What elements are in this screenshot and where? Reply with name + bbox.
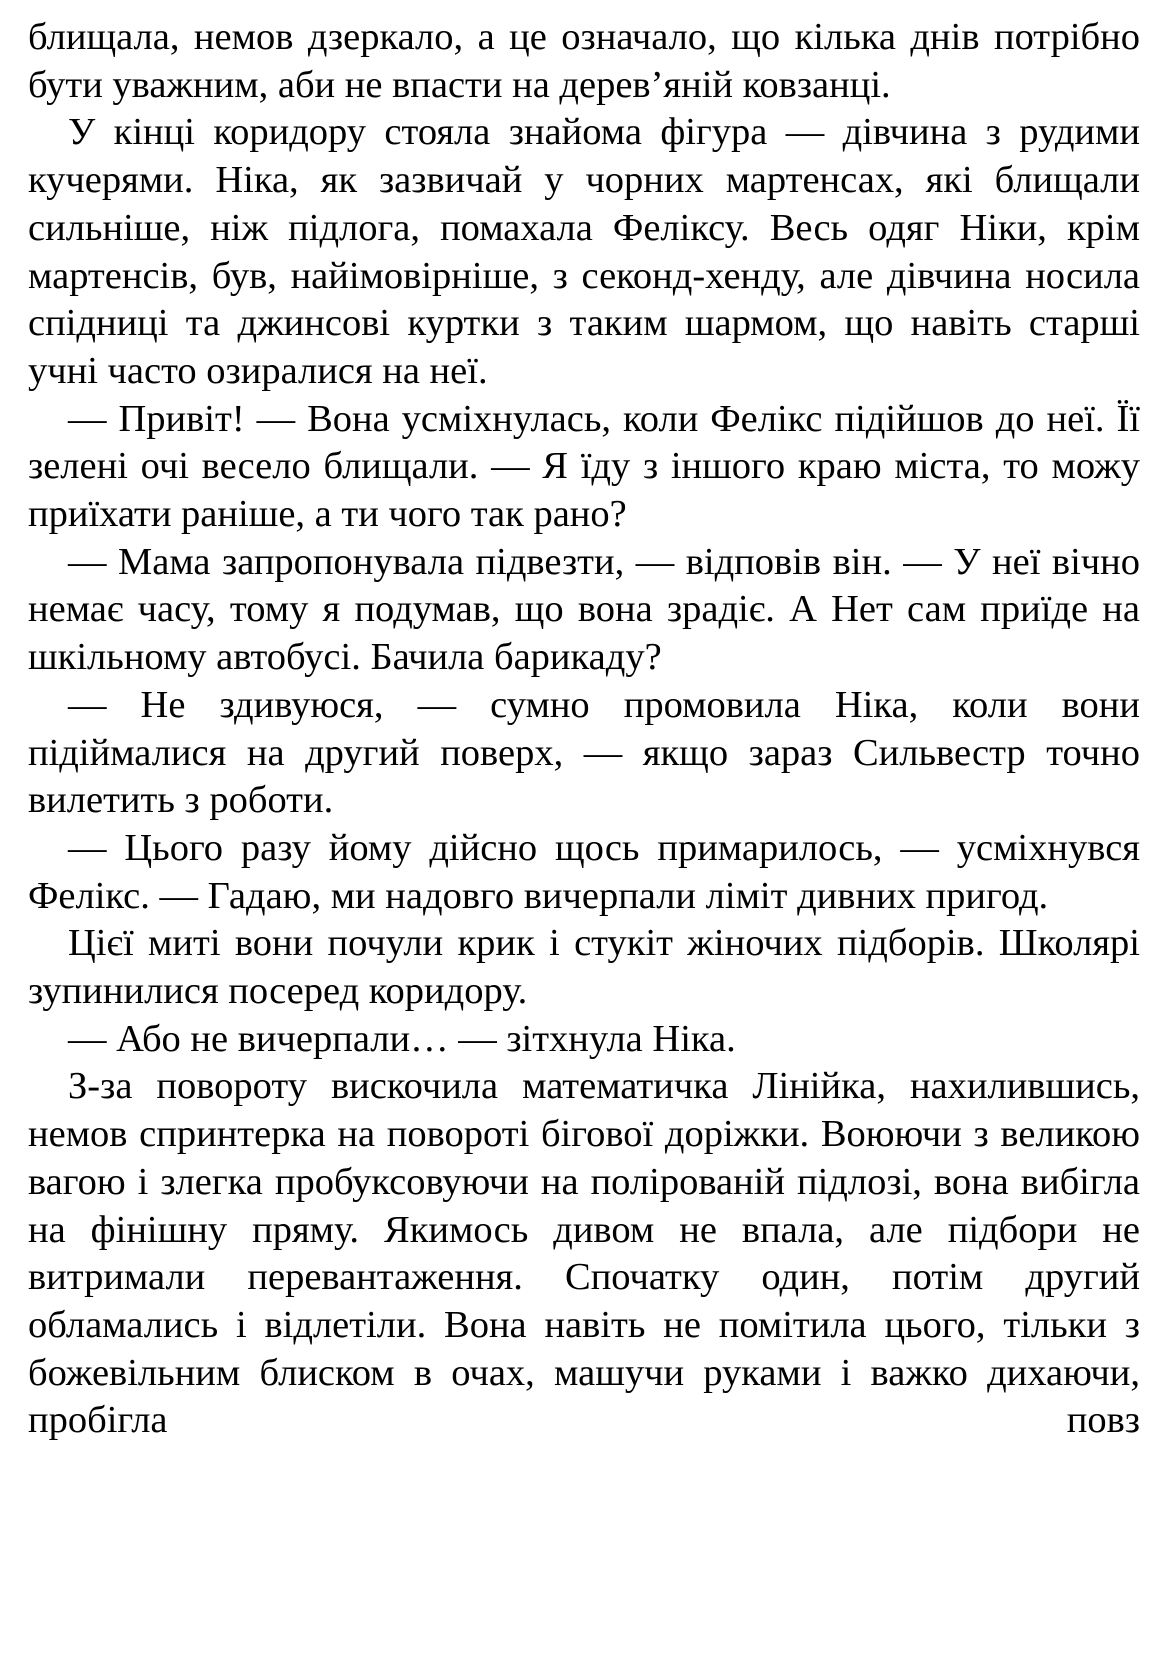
- paragraph-nika-sigh: — Або не вичерпали… — зітхнула Ніка.: [68, 1017, 736, 1060]
- paragraph-heels-sound: Цієї миті вони почули крик і стукіт жіночих підборів. Школярі зупинилися посеред коридору.: [28, 922, 1140, 1013]
- book-page: [28, 14, 1140, 1445]
- paragraph-felix-reply: — Мама запропонувала підвезти, — відповів він. — У неї вічно немає часу, тому я подумав, що вона зрадіє. А Нет сам приїде на шкільному автобусі. Бачила барикаду?: [28, 540, 1140, 679]
- paragraph-nika-greeting: — Привіт! — Вона усміхнулась, коли Фелікс підійшов до неї. Її зелені очі весело блищали. — Я їду з іншого краю міста, то можу приїхати раніше, а ти чого так рано?: [28, 397, 1140, 536]
- paragraph-teacher-running: З-за повороту вискочила математичка Лінійка, нахилившись, немов спринтерка на повороті бігової доріжки. Воюючи з великою вагою і злегка пробуксовуючи на полірованій підлозі, вона вибігла на фінішну пряму. Якимось дивом не впала, але підбори не витримали перевантаження. Спочатку один, потім другий обламались і відлетіли. Вона навіть не помітила цього, тільки з божевільним блиском в очах, машучи руками і важко дихаючи, пробігла повз: [28, 1065, 1140, 1442]
- paragraph-nika-remark: — Не здивуюся, — сумно промовила Ніка, коли вони підіймалися на другий поверх, — якщо зараз Сильвестр точно вилетить з роботи.: [28, 683, 1140, 822]
- paragraph-felix-smile: — Цього разу йому дійсно щось примарилось, — усміхнувся Фелікс. — Гадаю, ми надовго вичерпали ліміт дивних пригод.: [28, 826, 1140, 917]
- paragraph-corridor-figure: У кінці коридору стояла знайома фігура — дівчина з рудими кучерями. Ніка, як зазвичай у чорних мартенсах, які блищали сильніше, ніж підлога, помахала Феліксу. Весь одяг Ніки, крім мартенсів, був, найімовірніше, з секонд-хенду, але дівчина носила спідниці та джинсові куртки з таким шармом, що навіть старші учні часто озиралися на неї.: [28, 111, 1140, 392]
- paragraph-continuation: блищала, немов дзеркало, а це означало, що кілька днів потрібно бути уважним, аби не впасти на дерев’яній ковзанці.: [28, 16, 1140, 106]
